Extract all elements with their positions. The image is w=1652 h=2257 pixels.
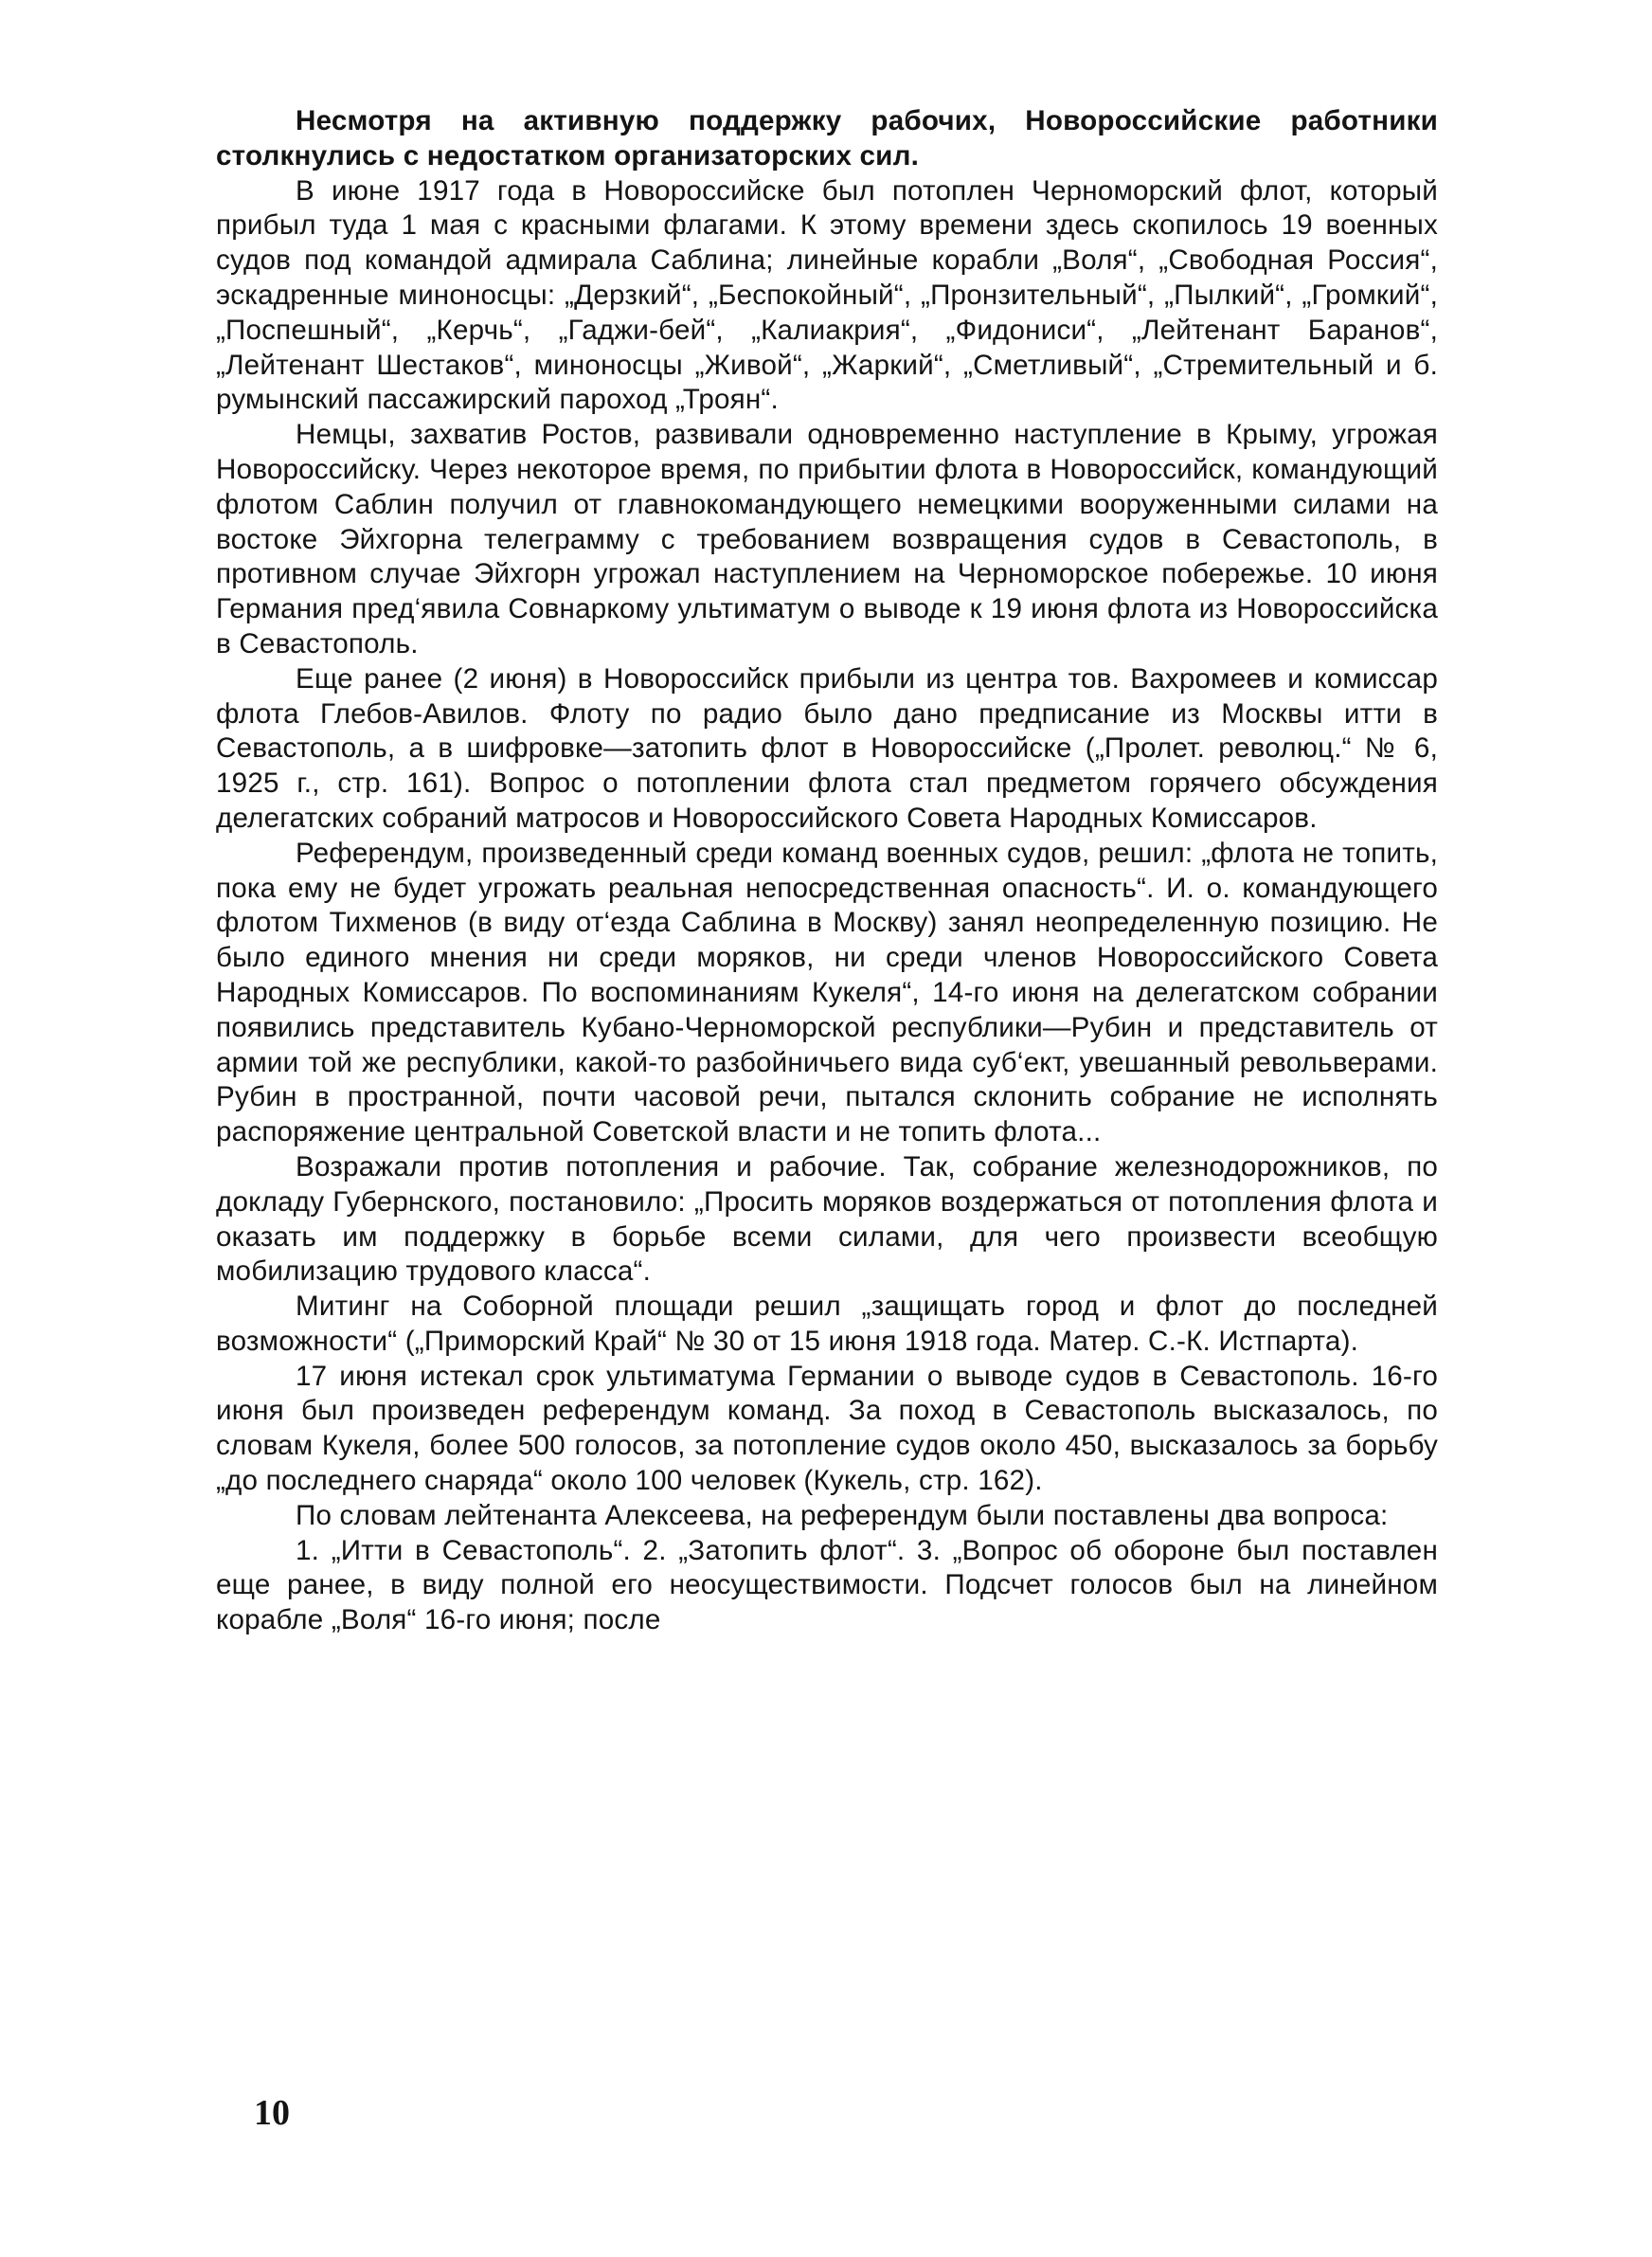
paragraph-9: По словам лейтенанта Алексеева, на референдум были поставлены два вопроса:: [296, 1499, 1389, 1531]
body-text: [216, 104, 1438, 1638]
paragraph-3: Немцы, захватив Ростов, развивали одновременно наступление в Крыму, угрожая Новороссийску. Через некоторое время, по прибытии флота в Новороссийск, командующий флотом Саблин получил от главнокомандующего немецкими вооруженными силами на востоке Эйхгорна телеграмму с требованием возвращения судов в Севастополь, в противном случае Эйхгорн угрожал наступлением на Черноморское побережье. 10 июня Германия пред‘явила Совнаркому ультиматум о выводе к 19 июня флота из Новороссийска в Севастополь.: [216, 419, 1438, 659]
paragraph-7: Митинг на Соборной площади решил „защищать город и флот до последней возможности“ („Приморский Край“ № 30 от 15 июня 1918 года. Матер. С.-К. Истпарта).: [216, 1291, 1438, 1357]
paragraph-6: Возражали против потопления и рабочие. Так, собрание железнодорожников, по докладу Губернского, постановило: „Просить моряков воздержаться от потопления флота и оказать им поддержку в борьбе всеми силами, для чего произвести всеобщую мобилизацию трудового класса“.: [216, 1150, 1438, 1288]
page-number: 10: [254, 2093, 290, 2133]
paragraph-5: Референдум, произведенный среди команд военных судов, решил: „флота не топить, пока ему не будет угрожать реальная непосредственная опасность“. И. о. командующего флотом Тихменов (в виду от‘езда Саблина в Москву) занял неопределенную позицию. Не было единого мнения ни среди моряков, ни среди членов Новороссийского Совета Народных Комиссаров. По воспоминаниям Кукеля“, 14-го июня на делегатском собрании появились представитель Кубано-Черноморской республики—Рубин и представитель от армии той же республики, какой-то разбойничьего вида суб‘ект, увешанный револьверами. Рубин в пространной, почти часовой речи, пытался склонить собрание не исполнять распоряжение центральной Советской власти и не топить флота...: [216, 837, 1438, 1148]
paragraph-4: Еще ранее (2 июня) в Новороссийск прибыли из центра тов. Вахромеев и комиссар флота Глебов-Авилов. Флоту по радио было дано предписание из Москвы итти в Севастополь, а в шифровке—затопить флот в Новороссийске („Пролет. революц.“ № 6, 1925 г., стр. 161). Вопрос о потоплении флота стал предметом горячего обсуждения делегатских собраний матросов и Новороссийского Совета Народных Комиссаров.: [216, 662, 1438, 834]
paragraph-8: 17 июня истекал срок ультиматума Германии о выводе судов в Севастополь. 16-го июня был произведен референдум команд. За поход в Севастополь высказалось, по словам Кукеля, более 500 голосов, за потопление судов около 450, высказалось за борьбу „до последнего снаряда“ около 100 человек (Кукель, стр. 162).: [216, 1360, 1438, 1497]
paragraph-10: 1. „Итти в Севастополь“. 2. „Затопить флот“. 3. „Вопрос об обороне был поставлен еще ранее, в виду полной его неосуществимости. Подсчет голосов был на линейном корабле „Воля“ 16-го июня; после: [216, 1534, 1438, 1636]
paragraph-2: В июне 1917 года в Новороссийске был потоплен Черноморский флот, который прибыл туда 1 мая с красными флагами. К этому времени здесь скопилось 19 военных судов под командой адмирала Саблина; линейные корабли „Воля“, „Свободная Россия“, эскадренные миноносцы: „Дерзкий“, „Беспокойный“, „Пронзительный“, „Пылкий“, „Громкий“, „Поспешный“, „Керчь“, „Гаджи-бей“, „Калиакрия“, „Фидониси“, „Лейтенант Баранов“, „Лейтенант Шестаков“, миноносцы „Живой“, „Жаркий“, „Сметливый“, „Стремительный и б. румынский пассажирский пароход „Троян“.: [216, 174, 1438, 416]
paragraph-1: Несмотря на активную поддержку рабочих, Новороссийские работники столкнулись с недостатком организаторских сил.: [216, 105, 1438, 172]
